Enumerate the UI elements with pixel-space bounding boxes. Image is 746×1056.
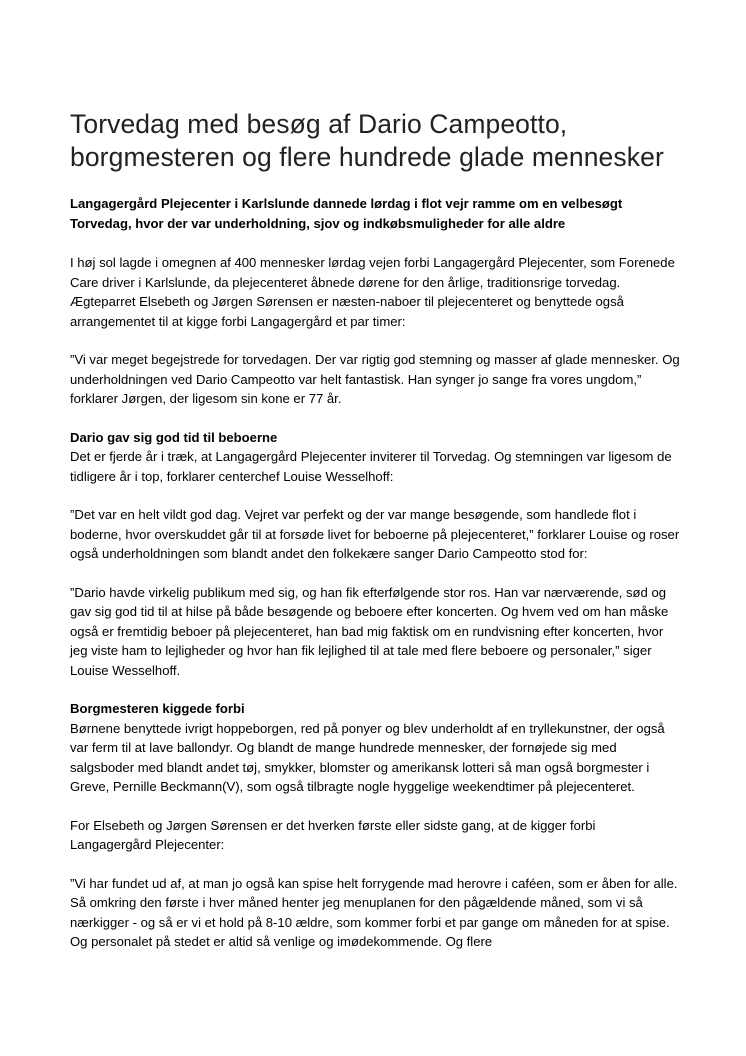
paragraph-6: ”Dario havde virkelig publikum med sig, og han fik efterfølgende stor ros. Han var nærværende, sød og gav sig god tid til at hilse på både besøgende og beboere efter koncerten. Og hvem ved om han måske også er fremtidig beboer på plejecenteret, han bad mig faktisk om en rundvisning efter koncerten, hvor jeg viste ham to lejligheder og hvor han fik lejlighed til at tale med flere beboere og personaler,” siger Louise Wesselhoff. <box>70 584 669 678</box>
article-body <box>70 108 680 952</box>
paragraph-4: Det er fjerde år i træk, at Langagergård Plejecenter inviterer til Torvedag. Og stemningen var ligesom de tidligere år i top, forklarer centerchef Louise Wesselhoff: <box>70 449 672 484</box>
paragraph-7: Børnene benyttede ivrigt hoppeborgen, red på ponyer og blev underholdt af en tryllekunstner, der også var ferm til at lave ballondyr. Og blandt de mange hundrede mennesker, der fornøjede sig med salgsboder med blandt andet tøj, smykker, blomster og amerikansk lotteri så man også borgmester i Greve, Pernille Beckmann(V), som også tilbragte nogle hyggelige weekendtimer på plejecenteret. <box>70 720 665 794</box>
paragraph-5: ”Det var en helt vildt god dag. Vejret var perfekt og der var mange besøgende, som handlede flot i boderne, hvor overskuddet går til at forsøde livet for beboerne på plejecenteret,” forklarer Louise og roser også underholdningen som blandt andet den folkekære sanger Dario Campeotto stod for: <box>70 507 680 561</box>
section-heading-dario: Dario gav sig god tid til beboerne <box>70 429 278 445</box>
article-lead: Langagergård Plejecenter i Karlslunde dannede lørdag i flot vejr ramme om en velbesøgt Torvedag, hvor der var underholdning, sjov og indkøbsmuligheder for alle aldre <box>70 196 623 231</box>
paragraph-2: Ægteparret Elsebeth og Jørgen Sørensen er næsten-naboer til plejecenteret og benyttede også arrangementet til at kigge forbi Langagergård et par timer: <box>70 294 624 329</box>
paragraph-1: I høj sol lagde i omegnen af 400 mennesker lørdag vejen forbi Langagergård Plejecenter, som Forenede Care driver i Karlslunde, da plejecenteret åbnede dørene for den årlige, traditionsrige torvedag. <box>70 255 675 290</box>
paragraph-8: For Elsebeth og Jørgen Sørensen er det hverken første eller sidste gang, at de kigger forbi Langagergård Plejecenter: <box>70 817 596 852</box>
paragraph-3: ”Vi var meget begejstrede for torvedagen. Der var rigtig god stemning og masser af glade mennesker. Og underholdningen ved Dario Campeotto var helt fantastisk. Han synger jo sange fra vores ungdom,” forklarer Jørgen, der ligesom sin kone er 77 år. <box>70 352 680 406</box>
paragraph-9: ”Vi har fundet ud af, at man jo også kan spise helt forrygende mad herovre i caféen, som er åben for alle. Så omkring den første i hver måned henter jeg menuplanen for den pågældende måned, som vi så nærkigger - og så er vi et hold på 8-10 ældre, som kommer forbi et par gange om måneden for at spise. Og personalet på stedet er altid så venlige og imødekommende. Og flere <box>70 875 678 949</box>
article-title: Torvedag med besøg af Dario Campeotto, borgmesteren og flere hundrede glade mennesker <box>70 109 664 172</box>
section-heading-borgmester: Borgmesteren kiggede forbi <box>70 701 245 716</box>
